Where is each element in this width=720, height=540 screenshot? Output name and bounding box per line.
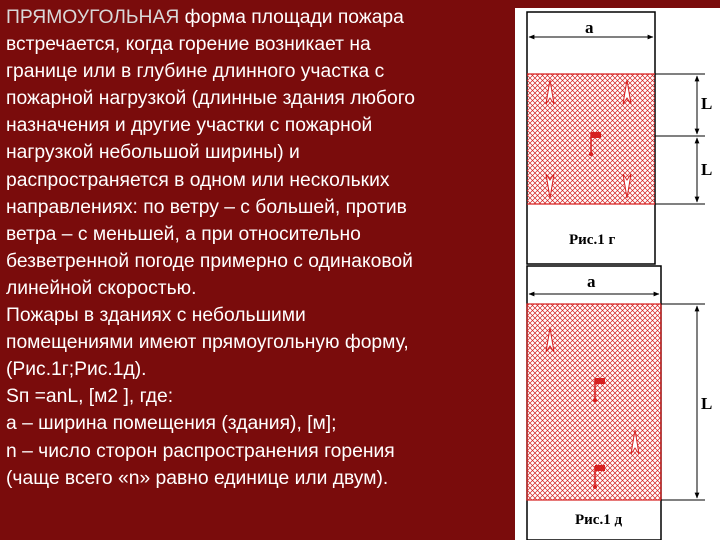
figure-caption: Рис.1 г bbox=[569, 232, 616, 248]
text-line: назначения и другие участки с пожарной bbox=[6, 115, 373, 137]
text-line: границе или в глубине длинного участка с bbox=[6, 61, 385, 83]
text-line: a – ширина помещения (здания), [м]; bbox=[6, 413, 337, 435]
fire-diagrams bbox=[515, 8, 720, 540]
rectangular-term: ПРЯМОУГОЛЬНАЯ bbox=[6, 7, 180, 28]
text-line: линейной скоростью. bbox=[6, 277, 197, 299]
length-label: L bbox=[701, 94, 713, 113]
length-label: L bbox=[701, 394, 713, 413]
text-line: встречается, когда горение возникает на bbox=[6, 34, 371, 56]
fire-area bbox=[527, 304, 661, 500]
figure-1g bbox=[527, 12, 712, 264]
text-line: помещениями имеют прямоугольную форму, bbox=[6, 332, 409, 354]
figure-caption: Рис.1 д bbox=[575, 512, 623, 528]
width-label: a bbox=[585, 18, 594, 37]
text-line: распространяется в одном или нескольких bbox=[6, 169, 390, 191]
text-line-1-rest: форма площади пожара bbox=[179, 7, 404, 28]
text-line: безветренной погоде примерно с одинаковой bbox=[6, 250, 413, 272]
figures-panel bbox=[515, 8, 720, 540]
text-line: (Рис.1г;Рис.1д). bbox=[6, 359, 147, 381]
text-line: Пожары в зданиях с небольшими bbox=[6, 305, 306, 327]
width-label: a bbox=[587, 272, 596, 291]
text-line: пожарной нагрузкой (длинные здания любого bbox=[6, 88, 416, 110]
description-text bbox=[6, 4, 526, 492]
length-label: L bbox=[701, 160, 713, 179]
text-line: направлениях: по ветру – с большей, против bbox=[6, 196, 407, 218]
text-line: ветра – с меньшей, а при относительно bbox=[6, 223, 361, 245]
text-line-1 bbox=[6, 4, 526, 31]
text-line: n – число сторон распространения горения bbox=[6, 440, 395, 462]
figure-1d bbox=[527, 266, 712, 540]
formula-line: Sп =anL, [м2 ], где: bbox=[6, 386, 174, 408]
text-line: (чаще всего «n» равно единице или двум). bbox=[6, 467, 389, 489]
text-line: нагрузкой небольшой ширины) и bbox=[6, 142, 300, 164]
